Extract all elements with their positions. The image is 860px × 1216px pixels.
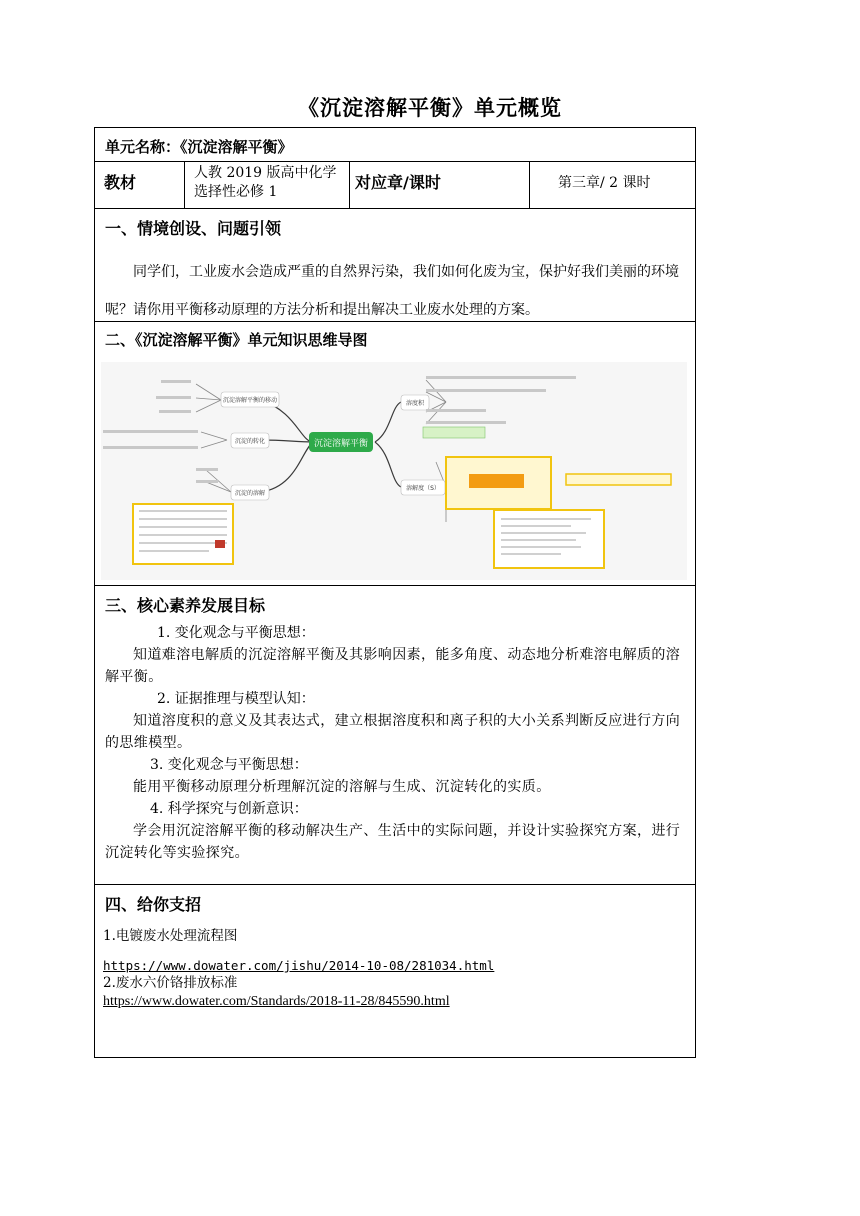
mindmap-node-solubility: 溶解度（S） xyxy=(406,485,440,492)
section-tips xyxy=(95,885,695,1057)
section-mindmap xyxy=(95,322,695,586)
unit-name: 单元名称：《沉淀溶解平衡》 xyxy=(95,128,695,162)
goal-heading: 1. 变化观念与平衡思想： xyxy=(157,625,315,641)
mindmap-node-dissolution: 沉淀的溶解 xyxy=(234,490,266,497)
tip-link[interactable]: https://www.dowater.com/jishu/2014-10-08/281034.html xyxy=(103,958,495,973)
scenario-text: 同学们，工业废水会造成严重的自然界污染，我们如何化废为宝，保护好我们美丽的环境呢？请你用平衡移动原理的方法分析和提出解决工业废水处理的方案。 xyxy=(105,264,679,318)
textbook-value xyxy=(185,162,350,208)
section-title: 一、情境创设、问题引领 xyxy=(105,219,282,238)
meta-row xyxy=(95,162,695,209)
tip-item: 2.废水六价铬排放标准 xyxy=(103,975,238,991)
section-title: 二、《沉淀溶解平衡》单元知识思维导图 xyxy=(105,331,368,349)
textbook-value-line2: 选择性必修 1 xyxy=(194,184,278,200)
goals-list xyxy=(105,622,685,864)
goal-heading: 4. 科学探究与创新意识： xyxy=(150,801,308,817)
mindmap-node-precipitation-shift: 沉淀溶解平衡的移动 xyxy=(222,397,278,404)
section-title: 三、核心素养发展目标 xyxy=(105,596,266,615)
section-goals xyxy=(95,586,695,885)
mindmap-image xyxy=(101,362,687,580)
mindmap-node-conversion: 沉淀的转化 xyxy=(234,438,266,445)
goal-heading: 2. 证据推理与模型认知： xyxy=(157,691,315,707)
tips-body xyxy=(95,915,695,1010)
mindmap-center-label: 沉淀溶解平衡 xyxy=(313,439,369,449)
goal-body: 知道溶度积的意义及其表达式，建立根据溶度积和离子积的大小关系判断反应进行方向的思维模型。 xyxy=(105,713,681,751)
goal-body: 学会用沉淀溶解平衡的移动解决生产、生活中的实际问题，并设计实验探究方案，进行沉淀转化等实验探究。 xyxy=(105,823,681,861)
goal-body: 知道难溶电解质的沉淀溶解平衡及其影响因素，能多角度、动态地分析难溶电解质的溶解平衡。 xyxy=(105,647,681,685)
section-scenario xyxy=(95,209,695,322)
goal-body: 能用平衡移动原理分析理解沉淀的溶解与生成、沉淀转化的实质。 xyxy=(133,779,551,795)
textbook-label: 教材 xyxy=(95,162,185,208)
mindmap-node-ksp: 溶度积 xyxy=(405,400,425,407)
textbook-value-line1: 人教 2019 版高中化学 xyxy=(194,165,337,181)
overview-table xyxy=(94,127,696,1058)
goal-heading: 3. 变化观念与平衡思想： xyxy=(150,757,308,773)
page-title: 《沉淀溶解平衡》单元概览 xyxy=(298,95,562,120)
section-title: 四、给你支招 xyxy=(105,895,202,914)
chapter-label: 对应章/课时 xyxy=(350,162,530,208)
tip-item: 1.电镀废水处理流程图 xyxy=(103,928,238,944)
tip-link[interactable]: https://www.dowater.com/Standards/2018-11-28/845590.html xyxy=(103,994,450,1009)
chapter-value: 第三章/ 2 课时 xyxy=(558,175,651,191)
